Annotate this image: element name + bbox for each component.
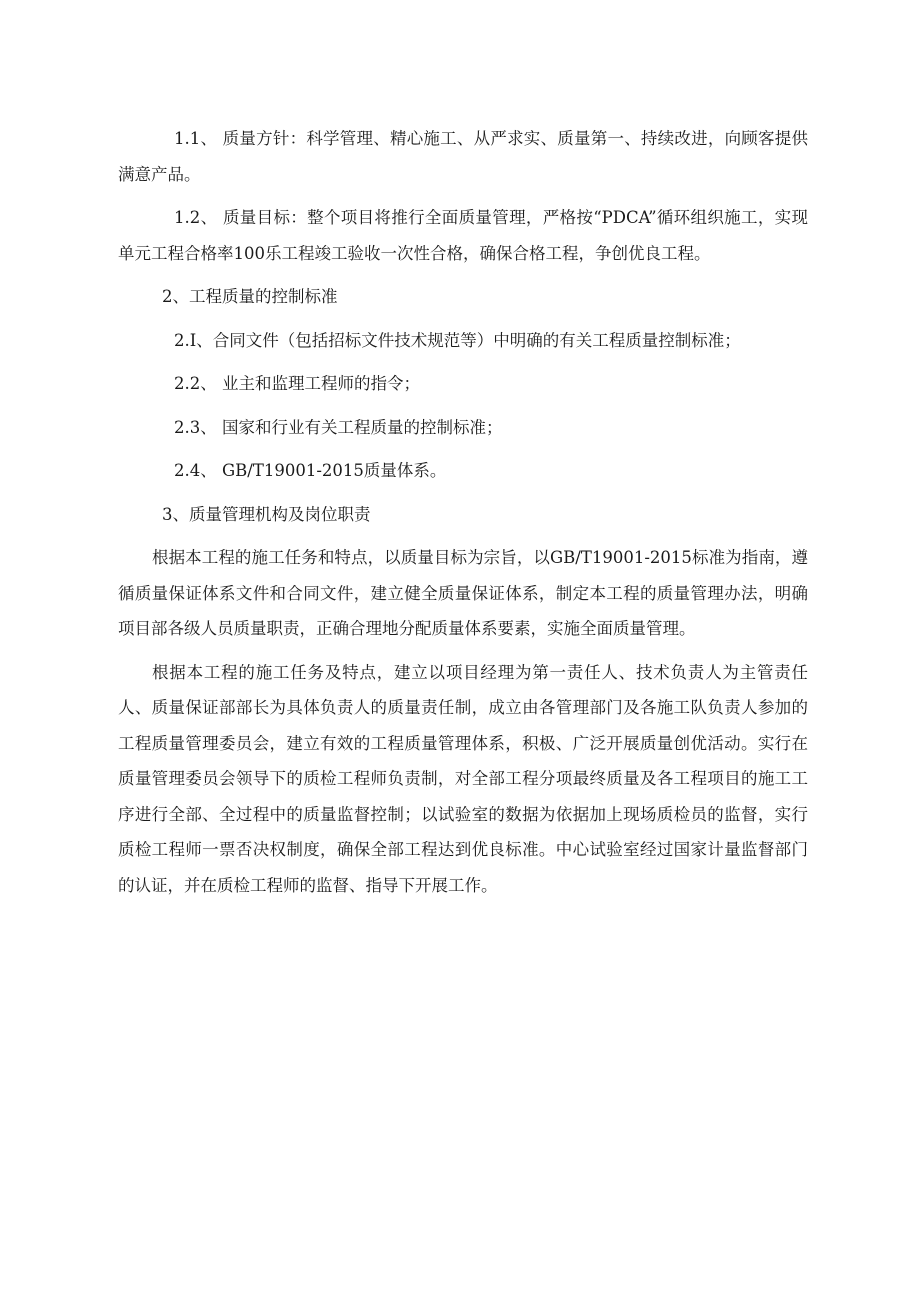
section-heading-organization: 3、质量管理机构及岗位职责 — [162, 504, 371, 524]
paragraph-standard-national: 2.3、 国家和行业有关工程质量的控制标准； — [174, 417, 503, 437]
paragraph-standard-owner: 2.2、 业主和监理工程师的指令； — [174, 374, 420, 393]
paragraph-organization-basis: 根据本工程的施工任务和特点，以质量目标为宗旨，以GB/T19001-2015标准为指南，遵循质量保证体系文件和合同文件，建立健全质量保证体系，制定本工程的质量管理办法，明确项目部各级人员质量职责，正确合理地分配质量体系要素，实施全面质量管理。 — [118, 548, 808, 638]
paragraph-quality-target: 1.2、 质量目标：整个项目将推行全面质量管理，严格按“PDCA”循环组织施工，实现单元工程合格率100乐工程竣工验收一次性合格，确保合格工程，争创优良工程。 — [118, 208, 808, 263]
paragraph-standard-contract: 2.I、合同文件（包括招标文件技术规范等）中明确的有关工程质量控制标准； — [174, 330, 741, 350]
paragraph-organization-responsibility: 根据本工程的施工任务及特点，建立以项目经理为第一责任人、技术负责人为主管责任人、质量保证部部长为具体负责人的质量责任制，成立由各管理部门及各施工队负责人参加的工程质量管理委员会，建立有效的工程质量管理体系，积极、广泛开展质量创优活动。实行在质量管理委员会领导下的质检工程师负责制，对全部工程分项最终质量及各工程项目的施工工序进行全部、全过程中的质量监督控制；以试验室的数据为依据加上现场质检员的监督，实行质检工程师一票否决权制度，确保全部工程达到优良标准。中心试验室经过国家计量监督部门的认证，并在质检工程师的监督、指导下开展工作。 — [118, 662, 808, 895]
paragraph-quality-policy: 1.1、 质量方针：科学管理、精心施工、从严求实、质量第一、持续改进，向顾客提供满意产品。 — [118, 129, 808, 184]
paragraph-standard-gb: 2.4、 GB/T19001-2015质量体系。 — [174, 461, 447, 480]
document-body — [118, 121, 808, 903]
section-heading-control-standards: 2、工程质量的控制标准 — [162, 287, 338, 306]
